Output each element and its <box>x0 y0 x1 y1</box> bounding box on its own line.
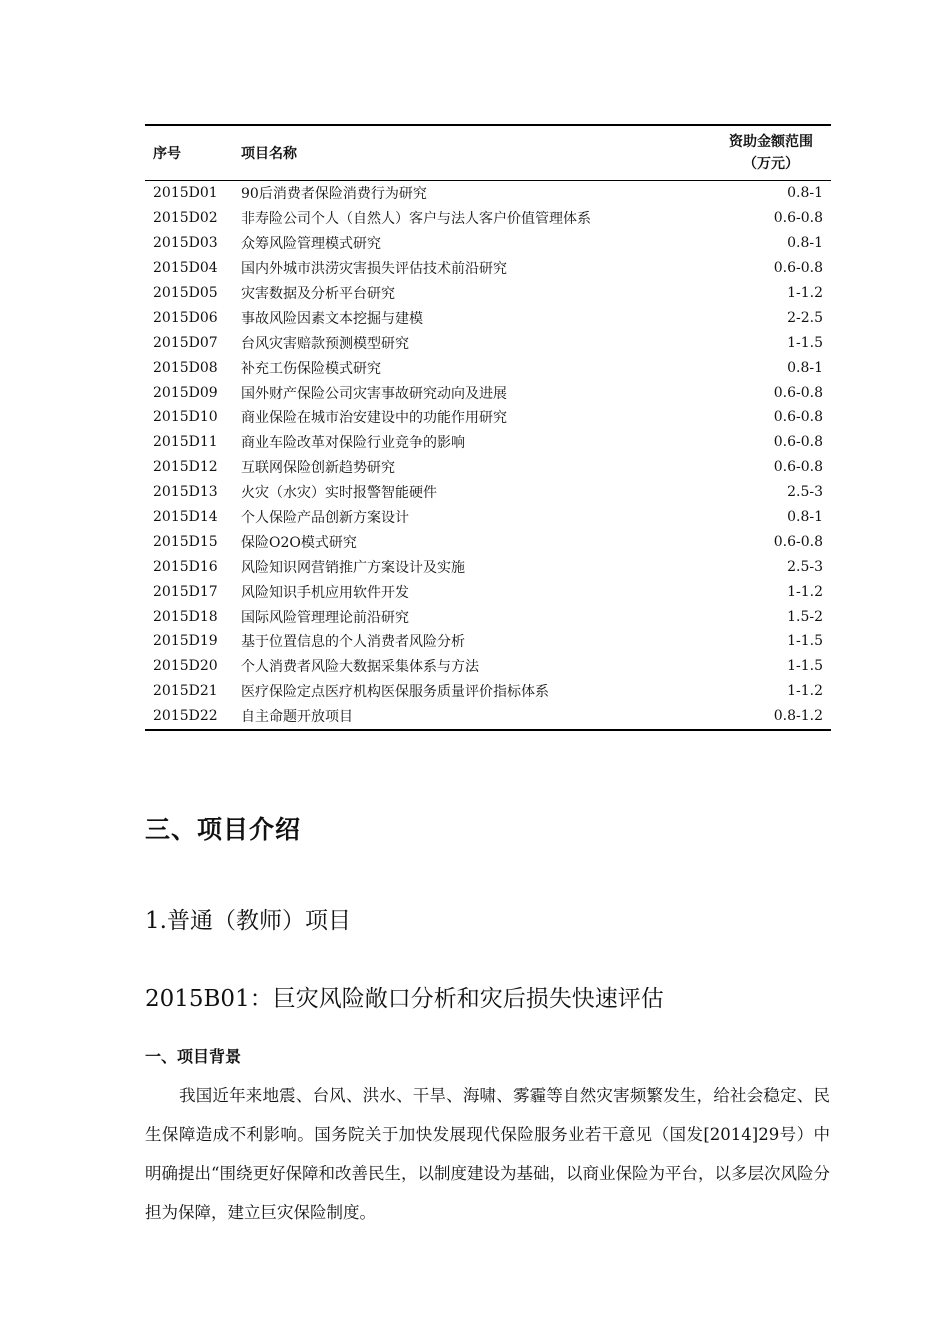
table-row <box>145 654 831 679</box>
table-row <box>145 679 831 704</box>
row-amount: 1-1.5 <box>787 658 823 675</box>
row-amount: 1-1.5 <box>787 633 823 650</box>
row-code: 2015D01 <box>153 185 218 202</box>
funding-table <box>145 124 831 731</box>
row-name: 事故风险因素文本挖掘与建模 <box>241 310 423 327</box>
row-amount: 1.5-2 <box>787 608 823 625</box>
row-code: 2015D21 <box>153 683 218 700</box>
row-code: 2015D08 <box>153 359 218 376</box>
row-amount: 1-1.2 <box>787 683 823 700</box>
table-row <box>145 505 831 530</box>
row-code: 2015D12 <box>153 459 218 476</box>
row-name: 90后消费者保险消费行为研究 <box>241 186 427 203</box>
row-amount: 2-2.5 <box>787 309 823 326</box>
table-row <box>145 256 831 281</box>
table-row <box>145 231 831 256</box>
row-code: 2015D03 <box>153 235 218 252</box>
row-name: 国际风险管理理论前沿研究 <box>241 609 409 626</box>
table-row <box>145 604 831 629</box>
row-amount: 0.6-0.8 <box>773 434 823 451</box>
row-amount: 0.6-0.8 <box>773 533 823 550</box>
row-amount: 0.6-0.8 <box>773 384 823 401</box>
row-amount: 0.6-0.8 <box>773 210 823 227</box>
table-body <box>145 181 831 730</box>
row-code: 2015D06 <box>153 309 218 326</box>
row-name: 台风灾害赔款预测模型研究 <box>241 335 409 352</box>
header-code: 序号 <box>153 146 181 162</box>
background-heading: 一、项目背景 <box>145 1047 242 1066</box>
row-code: 2015D20 <box>153 658 218 675</box>
row-code: 2015D22 <box>153 708 218 725</box>
table-row <box>145 704 831 730</box>
row-name: 国内外城市洪涝灾害损失评估技术前沿研究 <box>241 261 507 278</box>
table-row <box>145 330 831 355</box>
row-name: 基于位置信息的个人消费者风险分析 <box>241 634 465 651</box>
header-amount <box>711 125 831 181</box>
row-code: 2015D11 <box>153 434 218 451</box>
header-amount-line1: 资助金额范围 <box>729 134 813 150</box>
row-name: 众筹风险管理模式研究 <box>241 236 381 253</box>
row-amount: 0.6-0.8 <box>773 260 823 277</box>
row-amount: 1-1.5 <box>787 334 823 351</box>
row-code: 2015D04 <box>153 260 218 277</box>
table-row <box>145 554 831 579</box>
table-row <box>145 206 831 231</box>
header-name: 项目名称 <box>241 146 297 162</box>
row-code: 2015D18 <box>153 608 218 625</box>
row-amount: 0.6-0.8 <box>773 409 823 426</box>
row-code: 2015D17 <box>153 583 218 600</box>
subsection-title: 1.普通（教师）项目 <box>145 908 351 934</box>
header-amount-line2: （万元） <box>743 156 799 172</box>
row-amount: 1-1.2 <box>787 583 823 600</box>
row-code: 2015D16 <box>153 558 218 575</box>
row-name: 灾害数据及分析平台研究 <box>241 286 395 302</box>
row-code: 2015D15 <box>153 533 218 550</box>
row-name: 互联网保险创新趋势研究 <box>241 460 395 477</box>
row-name: 国外财产保险公司灾害事故研究动向及进展 <box>241 385 507 402</box>
row-amount: 0.8-1 <box>787 235 823 252</box>
row-name: 自主命题开放项目 <box>241 709 353 726</box>
table-row <box>145 579 831 604</box>
table-row <box>145 629 831 654</box>
row-name: 补充工伤保险模式研究 <box>241 360 381 377</box>
row-amount: 1-1.2 <box>787 285 823 301</box>
row-name: 保险O2O模式研究 <box>241 534 357 551</box>
table-row <box>145 355 831 380</box>
row-name: 个人消费者风险大数据采集体系与方法 <box>241 659 479 676</box>
table-row <box>145 430 831 455</box>
funding-table-container <box>145 124 831 731</box>
row-code: 2015D02 <box>153 210 218 227</box>
table-row <box>145 181 831 206</box>
table-row <box>145 281 831 306</box>
section-title: 三、项目介绍 <box>145 815 302 844</box>
row-amount: 0.8-1 <box>787 509 823 526</box>
row-name: 医疗保险定点医疗机构医保服务质量评价指标体系 <box>241 684 549 701</box>
row-code: 2015D07 <box>153 334 218 351</box>
row-code: 2015D19 <box>153 633 218 650</box>
project-title: 2015B01：巨灾风险敞口分析和灾后损失快速评估 <box>145 986 664 1012</box>
row-amount: 0.6-0.8 <box>773 459 823 476</box>
row-code: 2015D13 <box>153 484 218 501</box>
table-header-row <box>145 125 831 181</box>
row-amount: 0.8-1.2 <box>773 708 823 725</box>
row-code: 2015D05 <box>153 285 218 301</box>
row-name: 非寿险公司个人（自然人）客户与法人客户价值管理体系 <box>241 211 591 228</box>
row-name: 火灾（水灾）实时报警智能硬件 <box>241 485 437 502</box>
row-code: 2015D10 <box>153 409 218 426</box>
row-amount: 2.5-3 <box>787 558 823 575</box>
row-name: 风险知识手机应用软件开发 <box>241 584 409 601</box>
table-row <box>145 455 831 480</box>
table-row <box>145 380 831 405</box>
row-amount: 0.8-1 <box>787 359 823 376</box>
row-code: 2015D09 <box>153 384 218 401</box>
table-row <box>145 305 831 330</box>
table-row <box>145 529 831 554</box>
row-name: 个人保险产品创新方案设计 <box>241 510 409 527</box>
table-row <box>145 405 831 430</box>
row-code: 2015D14 <box>153 509 218 526</box>
row-name: 商业车险改革对保险行业竞争的影响 <box>241 435 465 452</box>
row-amount: 0.8-1 <box>787 185 823 202</box>
table-row <box>145 480 831 505</box>
row-name: 商业保险在城市治安建设中的功能作用研究 <box>241 410 507 427</box>
row-amount: 2.5-3 <box>787 484 823 501</box>
row-name: 风险知识网营销推广方案设计及实施 <box>241 559 465 576</box>
background-paragraph: 我国近年来地震、台风、洪水、干旱、海啸、雾霾等自然灾害频繁发生，给社会稳定、民生保障造成不利影响。国务院关于加快发展现代保险服务业若干意见（国发[2014]29号）中明确提出“围绕更好保障和改善民生，以制度建设为基础，以商业保险为平台，以多层次风险分担为保障，建立巨灾保险制度。 <box>145 1086 830 1222</box>
